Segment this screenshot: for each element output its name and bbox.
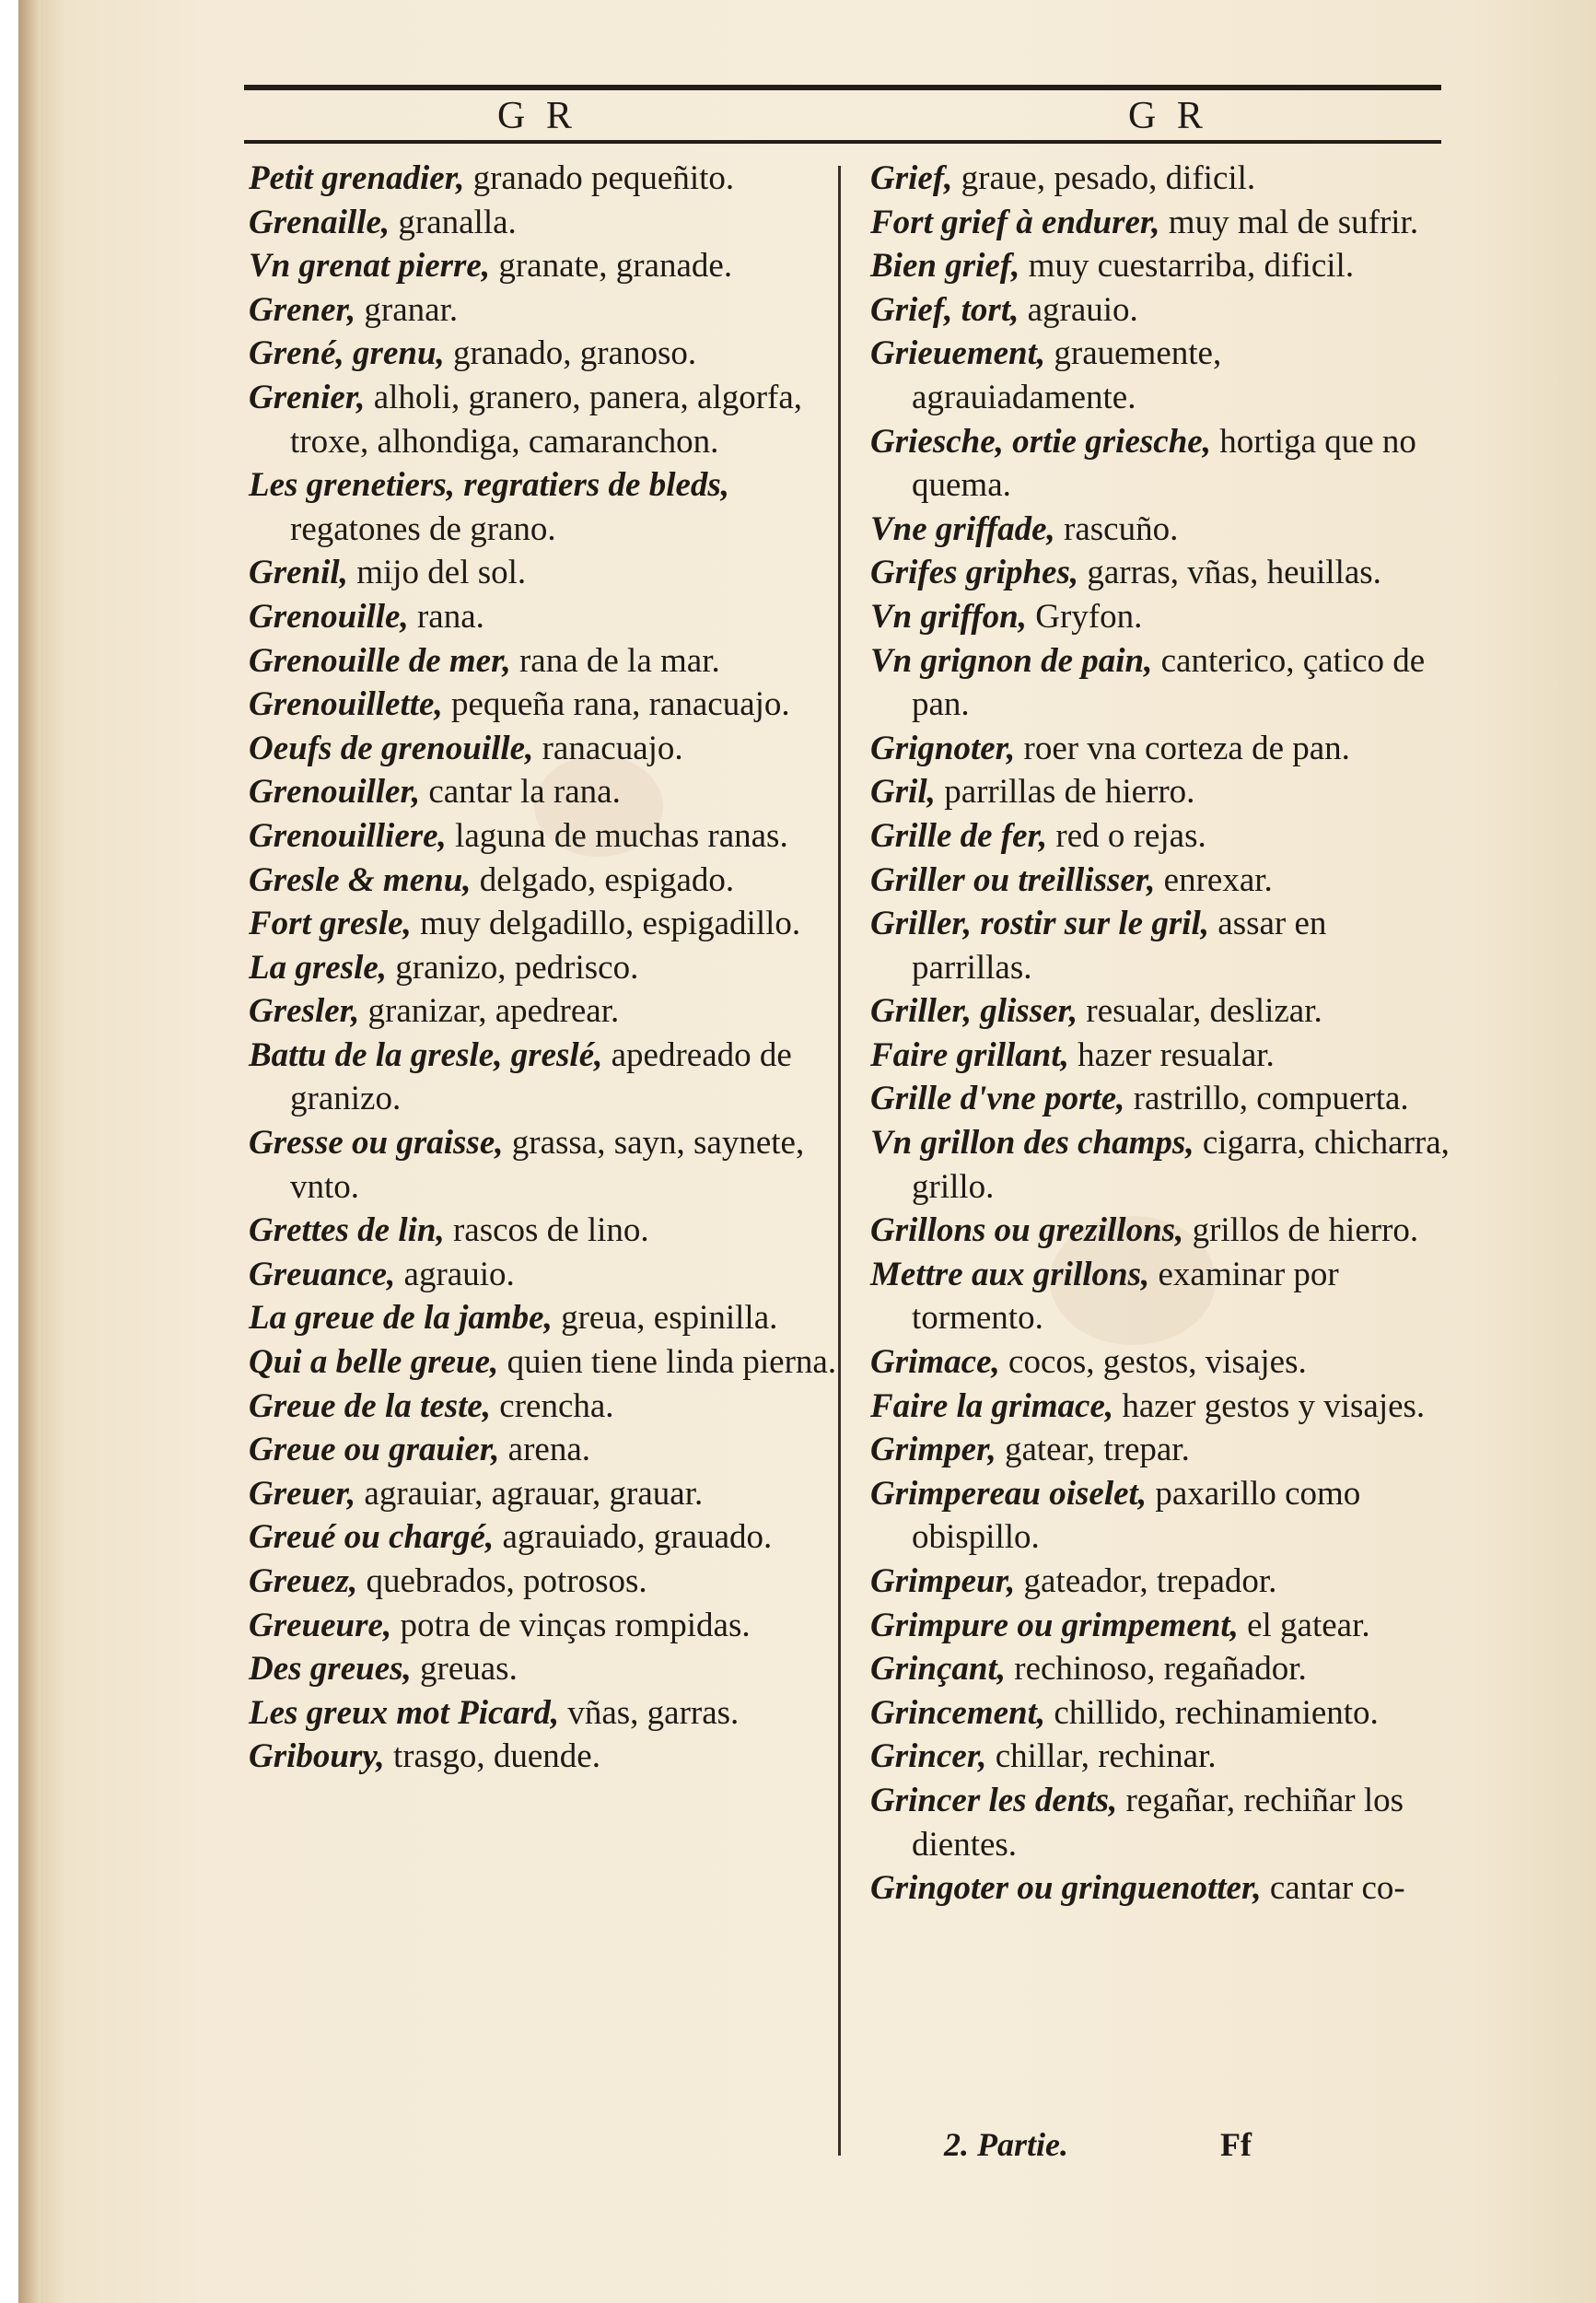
entry-definition: agrauio.: [1019, 290, 1138, 329]
dictionary-entry: [249, 1735, 838, 1779]
dictionary-entry: [870, 1647, 1450, 1691]
dictionary-entry: [249, 376, 838, 463]
entry-headword: Vn griffon,: [870, 597, 1027, 636]
entry-definition: enrexar.: [1155, 860, 1273, 899]
entry-headword: Greuance,: [249, 1255, 396, 1293]
entry-definition: delgado, espigado.: [471, 860, 735, 899]
entry-headword: Des greues,: [249, 1650, 412, 1689]
entry-definition: granalla.: [390, 203, 517, 241]
dictionary-entry: [870, 1253, 1450, 1340]
part-label: 2. Partie.: [944, 2126, 1068, 2163]
entry-headword: Vn grenat pierre,: [249, 247, 491, 286]
entry-headword: Vne griffade,: [870, 509, 1055, 548]
dictionary-entry: [870, 727, 1450, 771]
dictionary-entry: [870, 1340, 1450, 1385]
entry-headword: Grenouilliere,: [249, 816, 447, 855]
page-footer: [944, 2122, 1252, 2167]
dictionary-entry: [249, 201, 838, 245]
entry-headword: Grignoter,: [870, 729, 1016, 767]
entry-headword: Fort grief à endurer,: [870, 203, 1160, 241]
entry-definition: muy mal de sufrir.: [1159, 203, 1419, 241]
entry-headword: Grenier,: [249, 378, 366, 416]
dictionary-entry: [870, 1077, 1450, 1121]
entry-definition: quebrados, potrosos.: [357, 1562, 647, 1600]
dictionary-entry: [870, 1385, 1450, 1429]
left-column: [249, 157, 838, 1779]
entry-headword: Grimpure ou grimpement,: [870, 1606, 1239, 1644]
entry-definition: apedreado de granizo.: [290, 1035, 792, 1118]
entry-headword: Grincer,: [870, 1737, 987, 1776]
entry-headword: Greue ou grauier,: [249, 1431, 500, 1469]
entry-definition: cantar co-: [1261, 1869, 1405, 1908]
entry-definition: cantar la rana.: [420, 773, 621, 812]
dictionary-entry: [870, 288, 1450, 333]
dictionary-entry: [870, 1735, 1450, 1779]
dictionary-entry: [249, 157, 838, 201]
dictionary-entry: [870, 551, 1450, 595]
entry-definition: rechinoso, regañador.: [1006, 1650, 1307, 1689]
entry-headword: Grief,: [870, 159, 953, 197]
entry-definition: granizo, pedrisco.: [387, 948, 639, 987]
dictionary-entry: [870, 201, 1450, 245]
entry-headword: Grenil,: [249, 554, 348, 592]
entry-definition: roer vna corteza de pan.: [1015, 729, 1350, 767]
dictionary-entry: [870, 157, 1450, 201]
dictionary-entry: [249, 463, 838, 551]
entry-definition: canterico, çatico de pan.: [912, 641, 1426, 724]
dictionary-entry: [249, 1647, 838, 1691]
entry-headword: Grettes de lin,: [249, 1211, 445, 1250]
entry-definition: agrauio.: [395, 1255, 515, 1293]
signature-mark: Ff: [1220, 2126, 1252, 2163]
dictionary-entry: [870, 332, 1450, 419]
dictionary-entry: [870, 814, 1450, 859]
entry-headword: Gril,: [870, 773, 936, 812]
dictionary-entry: [249, 288, 838, 333]
dictionary-entry: [870, 508, 1450, 552]
entry-definition: red o rejas.: [1047, 816, 1206, 855]
dictionary-entry: [870, 420, 1450, 508]
dictionary-entry: [249, 770, 838, 814]
entry-headword: Grené, grenu,: [249, 334, 445, 373]
entry-headword: Griboury,: [249, 1737, 385, 1776]
entry-definition: hazer gestos y visajes.: [1113, 1386, 1426, 1425]
dictionary-entry: [249, 859, 838, 903]
dictionary-entry: [249, 244, 838, 288]
top-rule: [244, 85, 1441, 90]
entry-headword: Grifes griphes,: [870, 554, 1079, 592]
entry-definition: parrillas de hierro.: [935, 773, 1195, 812]
dictionary-entry: [249, 332, 838, 376]
entry-definition: rastrillo, compuerta.: [1124, 1080, 1409, 1118]
dictionary-entry: [249, 727, 838, 771]
entry-definition: el gatear.: [1238, 1606, 1370, 1644]
entry-definition: garras, vñas, heuillas.: [1078, 554, 1381, 592]
dictionary-entry: [249, 946, 838, 990]
dictionary-entry: [870, 1472, 1450, 1560]
dictionary-entry: [870, 1779, 1450, 1866]
entry-headword: Grille d'vne porte,: [870, 1080, 1125, 1118]
entry-headword: Faire la grimace,: [870, 1386, 1114, 1425]
entry-definition: greuas.: [411, 1650, 518, 1689]
entry-definition: ranacuajo.: [533, 729, 683, 767]
dictionary-entry: [249, 595, 838, 639]
entry-headword: Grimpeur,: [870, 1562, 1016, 1600]
entry-headword: Grener,: [249, 290, 356, 329]
entry-headword: Grenouille,: [249, 597, 409, 636]
entry-definition: gateador, trepador.: [1015, 1562, 1277, 1600]
dictionary-entry: [249, 1604, 838, 1648]
dictionary-entry: [870, 1428, 1450, 1472]
dictionary-entry: [249, 1253, 838, 1297]
dictionary-entry: [870, 1560, 1450, 1604]
entry-definition: grillos de hierro.: [1183, 1211, 1419, 1250]
entry-definition: granar.: [355, 290, 459, 329]
entry-definition: quien tiene linda pierna.: [498, 1343, 837, 1382]
entry-headword: Vn grillon des champs,: [870, 1124, 1194, 1163]
entry-headword: Mettre aux grillons,: [870, 1255, 1150, 1293]
entry-headword: Greue de la teste,: [249, 1386, 492, 1425]
dictionary-entry: [249, 1209, 838, 1253]
entry-definition: potra de vinças rompidas.: [391, 1606, 751, 1644]
dictionary-entry: [870, 1034, 1450, 1078]
entry-definition: resualar, deslizar.: [1078, 992, 1322, 1031]
dictionary-entry: [249, 902, 838, 946]
column-divider: [838, 166, 841, 2156]
entry-definition: cocos, gestos, visajes.: [999, 1343, 1307, 1382]
entry-headword: Grincement,: [870, 1693, 1046, 1732]
entry-definition: agrauiar, agrauar, grauar.: [355, 1474, 704, 1513]
dictionary-entry: [870, 244, 1450, 288]
entry-definition: rascos de lino.: [444, 1211, 649, 1250]
entry-headword: Greueure,: [249, 1606, 392, 1644]
entry-headword: Les grenetiers, regratiers de bleds,: [249, 466, 730, 505]
entry-definition: pequeña rana, ranacuajo.: [442, 685, 790, 724]
dictionary-entry: [870, 989, 1450, 1034]
right-column: [870, 157, 1450, 1911]
dictionary-entry: [870, 1691, 1450, 1736]
entry-headword: Grenouiller,: [249, 773, 421, 812]
entry-headword: Gringoter ou gringuenotter,: [870, 1869, 1262, 1908]
entry-headword: Oeufs de grenouille,: [249, 729, 534, 767]
entry-definition: regatones de grano.: [290, 509, 556, 548]
entry-headword: Greuer,: [249, 1474, 356, 1513]
dictionary-entry: [249, 1340, 838, 1385]
dictionary-entry: [249, 1691, 838, 1736]
entry-headword: Grenouillette,: [249, 685, 443, 724]
entry-definition: vñas, garras.: [559, 1693, 740, 1732]
dictionary-entry: [249, 1296, 838, 1340]
entry-definition: hazer resualar.: [1068, 1035, 1275, 1074]
entry-headword: Qui a belle greue,: [249, 1343, 499, 1382]
entry-definition: rana de la mar.: [510, 641, 720, 680]
header-rule: [244, 140, 1441, 144]
running-head-right: G R: [1128, 95, 1208, 137]
dictionary-entry: [249, 1472, 838, 1516]
entry-headword: Gresler,: [249, 992, 360, 1031]
dictionary-entry: [870, 770, 1450, 814]
dictionary-entry: [249, 1428, 838, 1472]
entry-definition: grassa, sayn, saynete, vnto.: [290, 1124, 805, 1206]
entry-headword: Grenouille de mer,: [249, 641, 511, 680]
entry-headword: Bien grief,: [870, 247, 1020, 286]
entry-definition: granizar, apedrear.: [359, 992, 620, 1031]
dictionary-entry: [870, 1121, 1450, 1209]
dictionary-entry: [870, 1866, 1450, 1911]
dictionary-entry: [249, 1385, 838, 1429]
dictionary-entry: [870, 1604, 1450, 1648]
entry-definition: greua, espinilla.: [552, 1299, 778, 1338]
entry-definition: rascuño.: [1054, 509, 1179, 548]
entry-definition: assar en parrillas.: [912, 905, 1327, 987]
entry-definition: Gryfon.: [1027, 597, 1143, 636]
entry-headword: Vn grignon de pain,: [870, 641, 1153, 680]
entry-headword: Petit grenadier,: [249, 159, 465, 197]
entry-headword: Battu de la gresle, greslé,: [249, 1035, 603, 1074]
dictionary-entry: [870, 639, 1450, 727]
entry-definition: alholi, granero, panera, algorfa, troxe, alhondiga, camaranchon.: [290, 378, 803, 461]
entry-definition: granado, granoso.: [444, 334, 697, 373]
entry-definition: rana.: [408, 597, 484, 636]
entry-definition: paxarillo como obispillo.: [912, 1474, 1361, 1557]
entry-headword: Grillons ou grezillons,: [870, 1211, 1184, 1250]
dictionary-entry: [249, 989, 838, 1034]
dictionary-entry: [249, 551, 838, 595]
entry-headword: Grincer les dents,: [870, 1781, 1118, 1819]
running-head-left: G R: [497, 95, 577, 137]
dictionary-entry: [870, 595, 1450, 639]
entry-definition: regañar, rechiñar los dientes.: [912, 1781, 1404, 1864]
entry-headword: Grimpereau oiselet,: [870, 1474, 1147, 1513]
entry-headword: Grimace,: [870, 1343, 1000, 1382]
entry-definition: examinar por tormento.: [912, 1255, 1339, 1338]
dictionary-entry: [249, 683, 838, 727]
entry-definition: laguna de muchas ranas.: [446, 816, 788, 855]
entry-headword: Fort gresle,: [249, 905, 412, 943]
dictionary-entry: [249, 814, 838, 859]
entry-definition: trasgo, duende.: [384, 1737, 600, 1776]
entry-headword: Greué ou chargé,: [249, 1518, 495, 1557]
entry-definition: crencha.: [491, 1386, 614, 1425]
entry-headword: Grille de fer,: [870, 816, 1048, 855]
entry-definition: arena.: [499, 1431, 590, 1469]
book-spine-shadow: [18, 0, 41, 2303]
entry-headword: Les greux mot Picard,: [249, 1693, 560, 1732]
entry-definition: granado pequeñito.: [464, 159, 735, 197]
entry-headword: Griller ou treillisser,: [870, 860, 1156, 899]
entry-headword: Grimper,: [870, 1431, 996, 1469]
entry-definition: mijo del sol.: [347, 554, 527, 592]
dictionary-entry: [249, 1560, 838, 1604]
entry-headword: Greuez,: [249, 1562, 358, 1600]
entry-headword: La greue de la jambe,: [249, 1299, 553, 1338]
entry-definition: chillido, rechinamiento.: [1045, 1693, 1379, 1732]
entry-definition: hortiga que no quema.: [912, 422, 1416, 505]
book-page: [18, 0, 1596, 2303]
entry-headword: Grenaille,: [249, 203, 390, 241]
dictionary-entry: [870, 859, 1450, 903]
entry-headword: Gresse ou graisse,: [249, 1124, 504, 1163]
entry-definition: grauemente, agrauiadamente.: [912, 334, 1222, 416]
entry-definition: muy cuestarriba, dificil.: [1019, 247, 1355, 286]
entry-definition: agrauiado, grauado.: [494, 1518, 773, 1557]
entry-headword: Griller, rostir sur le gril,: [870, 905, 1210, 943]
entry-headword: Grief, tort,: [870, 290, 1019, 329]
dictionary-entry: [870, 902, 1450, 989]
dictionary-entry: [249, 1034, 838, 1121]
entry-headword: Griesche, ortie griesche,: [870, 422, 1211, 461]
entry-headword: Grinçant,: [870, 1650, 1007, 1689]
entry-definition: chillar, rechinar.: [986, 1737, 1217, 1776]
dictionary-entry: [249, 1515, 838, 1560]
entry-definition: granate, granade.: [490, 247, 733, 286]
entry-headword: Grieuement,: [870, 334, 1046, 373]
entry-definition: cigarra, chicharra, grillo.: [912, 1124, 1450, 1206]
entry-headword: Faire grillant,: [870, 1035, 1069, 1074]
entry-headword: Griller, glisser,: [870, 992, 1078, 1031]
dictionary-entry: [870, 1209, 1450, 1253]
dictionary-entry: [249, 639, 838, 684]
dictionary-entry: [249, 1121, 838, 1209]
entry-definition: gatear, trepar.: [996, 1431, 1190, 1469]
entry-headword: Gresle & menu,: [249, 860, 472, 899]
entry-headword: La gresle,: [249, 948, 388, 987]
entry-definition: graue, pesado, dificil.: [952, 159, 1256, 197]
entry-definition: muy delgadillo, espigadillo.: [411, 905, 801, 943]
